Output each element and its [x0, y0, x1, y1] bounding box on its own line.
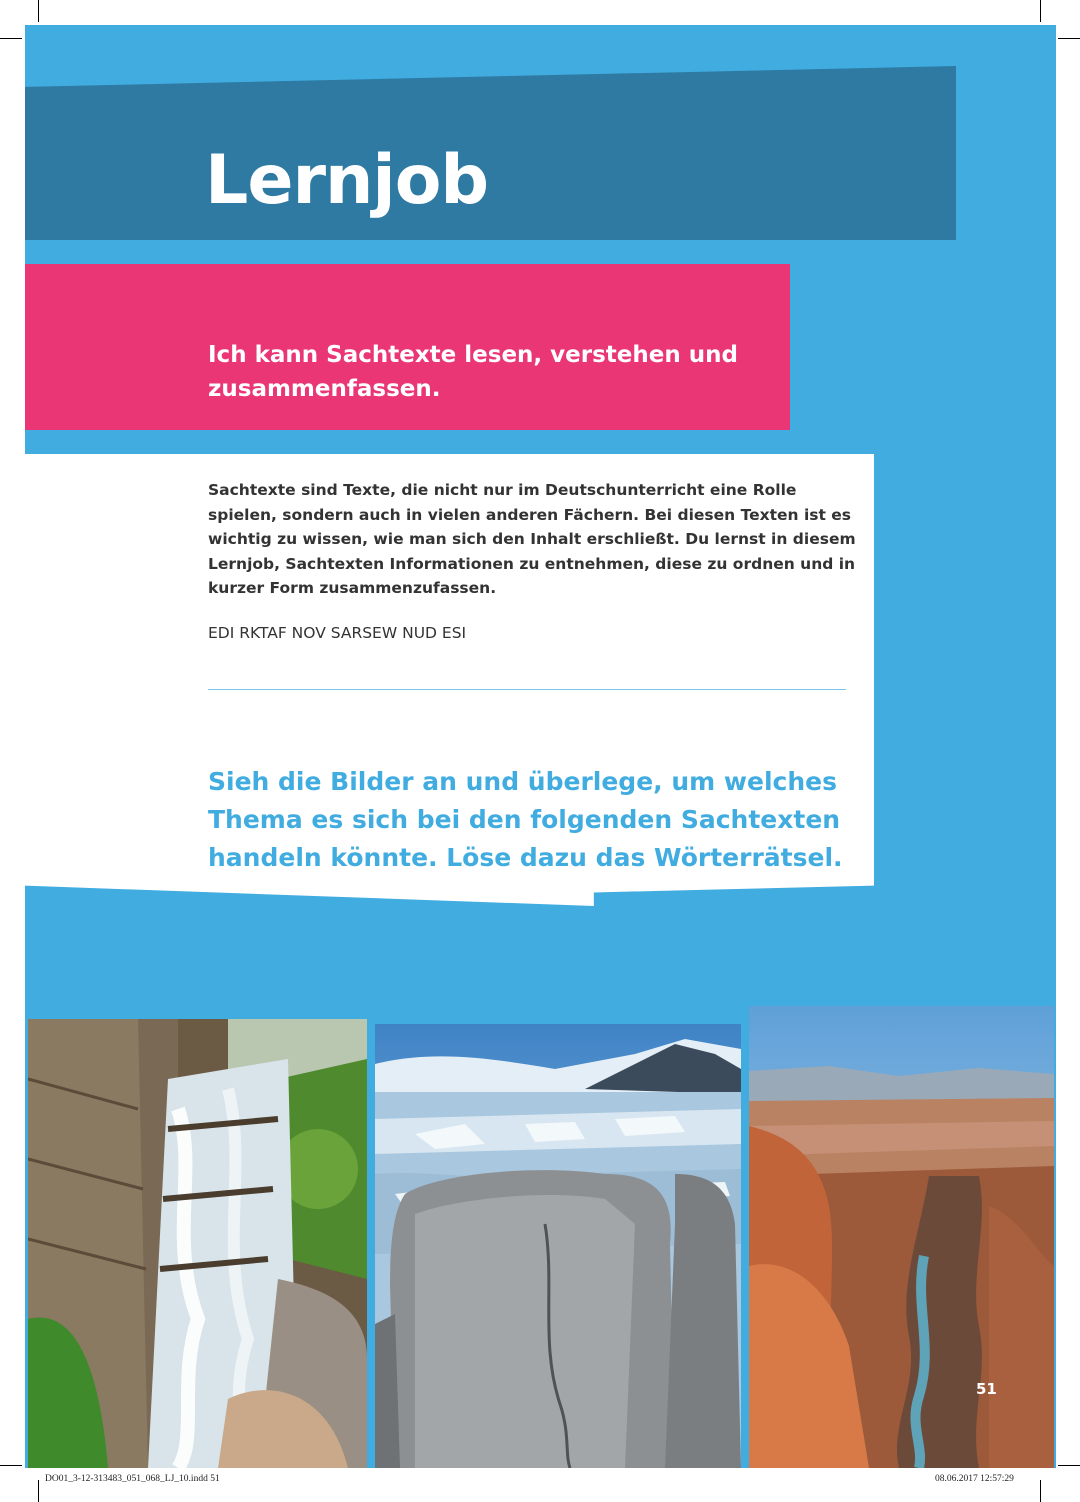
page-number: 51	[976, 1380, 997, 1398]
divider	[208, 689, 846, 690]
crop-mark	[38, 0, 39, 22]
task-instruction: Sieh die Bilder an und überlege, um welches Thema es sich bei den folgenden Sachtexten handeln könnte. Löse dazu das Wörterrätsel.	[208, 767, 843, 872]
word-puzzle: EDI RKTAF NOV SARSEW NUD ESI	[208, 624, 467, 642]
print-slug-file: DO01_3-12-313483_051_068_LJ_10.indd 51	[45, 1474, 220, 1484]
title-band	[25, 66, 956, 240]
crop-mark	[1058, 1465, 1080, 1466]
intro-paragraph: Sachtexte sind Texte, die nicht nur im Deutschunterricht eine Rolle spielen, sondern auch in vielen anderen Fächern. Bei diesen Texten ist es wichtig zu wissen, wie man sich den Inhalt erschließt. Du lernst in diesem Lernjob, Sachtexten Informationen zu entnehmen, diese zu ordnen und in kurzer Form zusammenzufassen.	[208, 481, 856, 597]
photo-waterwheel	[28, 1019, 367, 1468]
crop-mark	[1040, 1480, 1041, 1502]
crop-mark	[1058, 38, 1080, 39]
page-title: Lernjob	[205, 141, 489, 220]
crop-mark	[0, 38, 22, 39]
learning-goal: Ich kann Sachtexte lesen, verstehen und zusammenfassen.	[208, 342, 738, 402]
photo-glacier-lagoon	[375, 1024, 741, 1468]
crop-mark	[38, 1480, 39, 1502]
photo-canyon	[749, 1006, 1054, 1468]
crop-mark	[1040, 0, 1041, 22]
crop-mark	[0, 1465, 22, 1466]
print-slug-timestamp: 08.06.2017 12:57:29	[935, 1474, 1014, 1484]
